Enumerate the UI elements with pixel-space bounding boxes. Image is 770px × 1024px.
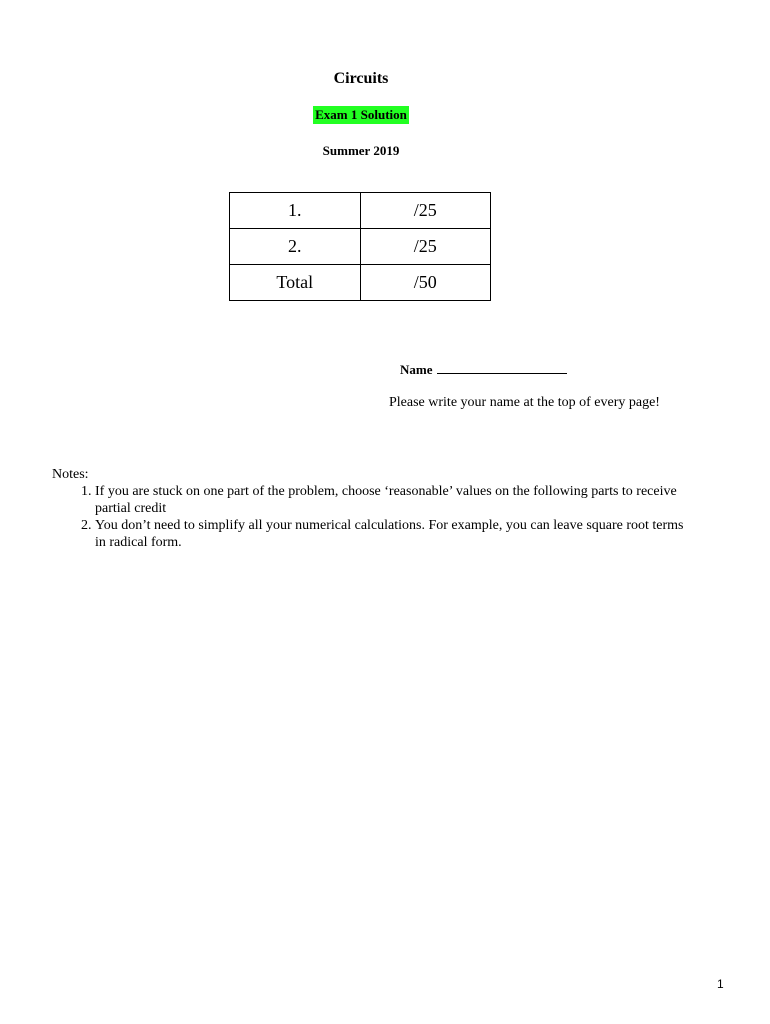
table-row — [230, 265, 491, 301]
table-row — [230, 229, 491, 265]
total-points: /50 — [360, 265, 491, 301]
list-item: 2. You don’t need to simplify all your numerical calculations. For example, you can leave square root terms in radical form. — [95, 517, 692, 551]
problem-label: 2. — [230, 229, 361, 265]
total-label: Total — [230, 265, 361, 301]
name-label: Name — [400, 362, 433, 377]
notes-list — [52, 483, 692, 551]
score-table — [229, 192, 491, 301]
notes-section — [52, 466, 692, 551]
problem-label: 1. — [230, 193, 361, 229]
list-item: 1. If you are stuck on one part of the problem, choose ‘reasonable’ values on the following parts to receive partial credit — [95, 483, 692, 517]
table-row — [230, 193, 491, 229]
name-instruction: Please write your name at the top of every page! — [389, 395, 660, 410]
name-blank-line[interactable] — [437, 360, 567, 374]
document-title: Circuits — [333, 70, 389, 87]
notes-heading: Notes: — [52, 467, 89, 482]
exam-term: Summer 2019 — [322, 143, 400, 158]
problem-points: /25 — [360, 193, 491, 229]
subtitle-container — [0, 106, 722, 124]
problem-points: /25 — [360, 229, 491, 265]
name-field — [400, 360, 567, 378]
exam-subtitle: Exam 1 Solution — [315, 107, 407, 122]
page-number: 1 — [717, 977, 724, 991]
